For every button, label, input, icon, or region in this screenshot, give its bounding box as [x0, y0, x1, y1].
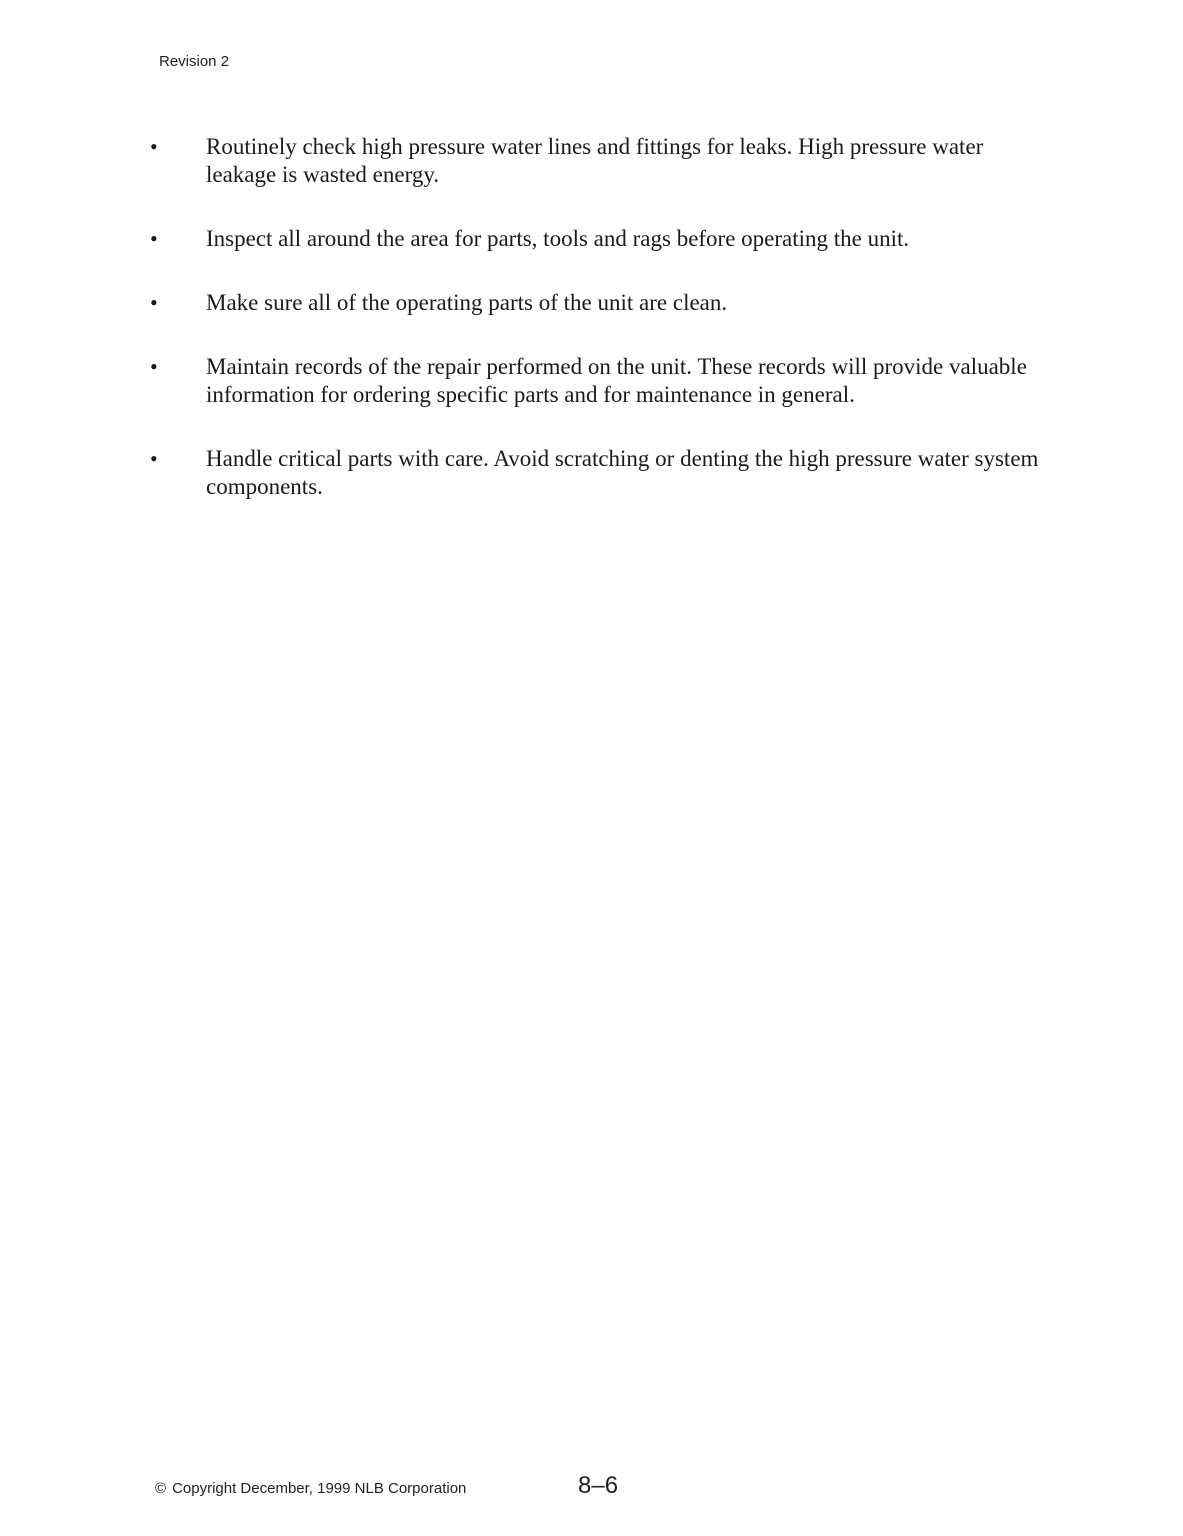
bullet-icon: • [150, 446, 158, 471]
bullet-text: Inspect all around the area for parts, tools and rags before operating the unit. [206, 226, 910, 251]
copyright-text: Copyright December, 1999 NLB Corporation [172, 1480, 467, 1497]
bullet-text: Maintain records of the repair performed on the unit. These records will provide valuable information for ordering specific parts and for maintenance in general. [206, 354, 1027, 407]
page-number: 8–6 [578, 1472, 619, 1499]
bullet-text: Make sure all of the operating parts of the unit are clean. [206, 290, 728, 315]
bullet-icon: • [150, 134, 158, 159]
revision-label: Revision 2 [159, 53, 230, 70]
copyright-icon: © [155, 1480, 167, 1497]
footer-copyright [155, 1480, 466, 1497]
bullet-text: Handle critical parts with care. Avoid scratching or denting the high pressure water system components. [206, 446, 1039, 499]
bullet-icon: • [150, 226, 158, 251]
bullet-text: Routinely check high pressure water lines and fittings for leaks. High pressure water leakage is wasted energy. [206, 134, 984, 187]
bullet-icon: • [150, 290, 158, 315]
bullet-icon: • [150, 354, 158, 379]
